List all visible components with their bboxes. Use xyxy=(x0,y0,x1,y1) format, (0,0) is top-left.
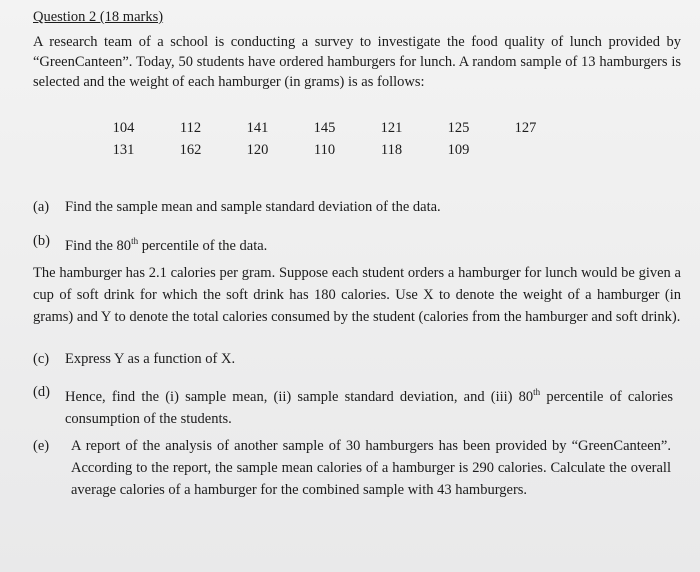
weight-cell: 121 xyxy=(380,119,403,136)
part-b-label: (b) xyxy=(33,233,50,249)
part-b-text-after: percentile of the data. xyxy=(138,237,268,254)
part-b-text xyxy=(65,230,673,257)
weight-cell: 162 xyxy=(179,141,202,158)
weight-cell: 141 xyxy=(246,119,269,136)
question-intro: A research team of a school is conducting a survey to investigate the food quality of lunch provided by “GreenCanteen”. Today, 50 students have ordered hamburgers for lunch. A random sample of 13 hamburgers is selected and the weight of each hamburger (in grams) is as follows: xyxy=(33,34,681,90)
weight-cell: 118 xyxy=(380,141,403,158)
part-a-label: (a) xyxy=(33,199,50,215)
part-b-text-before: Find the 80 xyxy=(65,237,132,254)
weights-row-1 xyxy=(90,117,559,139)
weight-cell: 110 xyxy=(313,141,336,158)
part-d-text-before: Hence, find the (i) sample mean, (ii) sample standard deviation, and (iii) 80 xyxy=(65,388,534,405)
weight-cell: 104 xyxy=(112,119,135,136)
part-d-sup: th xyxy=(533,387,541,397)
weights-row-2 xyxy=(90,139,559,161)
part-b-sup: th xyxy=(131,236,139,246)
weights-table xyxy=(90,117,559,161)
part-c-label: (c) xyxy=(33,351,50,367)
weight-cell: 125 xyxy=(447,119,470,136)
part-d-text xyxy=(65,381,673,430)
weight-cell: 120 xyxy=(246,141,269,158)
part-a-text: Find the sample mean and sample standard deviation of the data. xyxy=(65,199,441,215)
question-title: Question 2 (18 marks) xyxy=(33,9,164,25)
weight-cell: 131 xyxy=(112,141,135,158)
context-paragraph: The hamburger has 2.1 calories per gram. Suppose each student orders a hamburger for lunch would be given a cup of soft drink for which the soft drink has 180 calories. Use X to denote the weight of a hamburger (in grams) and Y to denote the total calories consumed by the student (calories from the hamburger and soft drink). xyxy=(33,265,681,325)
part-c-text: Express Y as a function of X. xyxy=(65,351,236,367)
weight-cell: 127 xyxy=(514,119,537,136)
part-e-text: A report of the analysis of another sample of 30 hamburgers has been provided by “GreenCanteen”. According to the report, the sample mean calories of a hamburger is 290 calories. Calculate the overall average calories of a hamburger for the combined sample with 43 hamburgers. xyxy=(71,438,671,498)
part-d-label: (d) xyxy=(33,384,50,400)
part-e-label: (e) xyxy=(33,438,50,454)
weight-cell: 145 xyxy=(313,119,336,136)
weight-cell: 112 xyxy=(179,119,202,136)
weight-cell: 109 xyxy=(447,141,470,158)
weight-cell xyxy=(492,139,559,161)
part-d-text-after: percentile of calories consumption of the students. xyxy=(65,388,673,427)
